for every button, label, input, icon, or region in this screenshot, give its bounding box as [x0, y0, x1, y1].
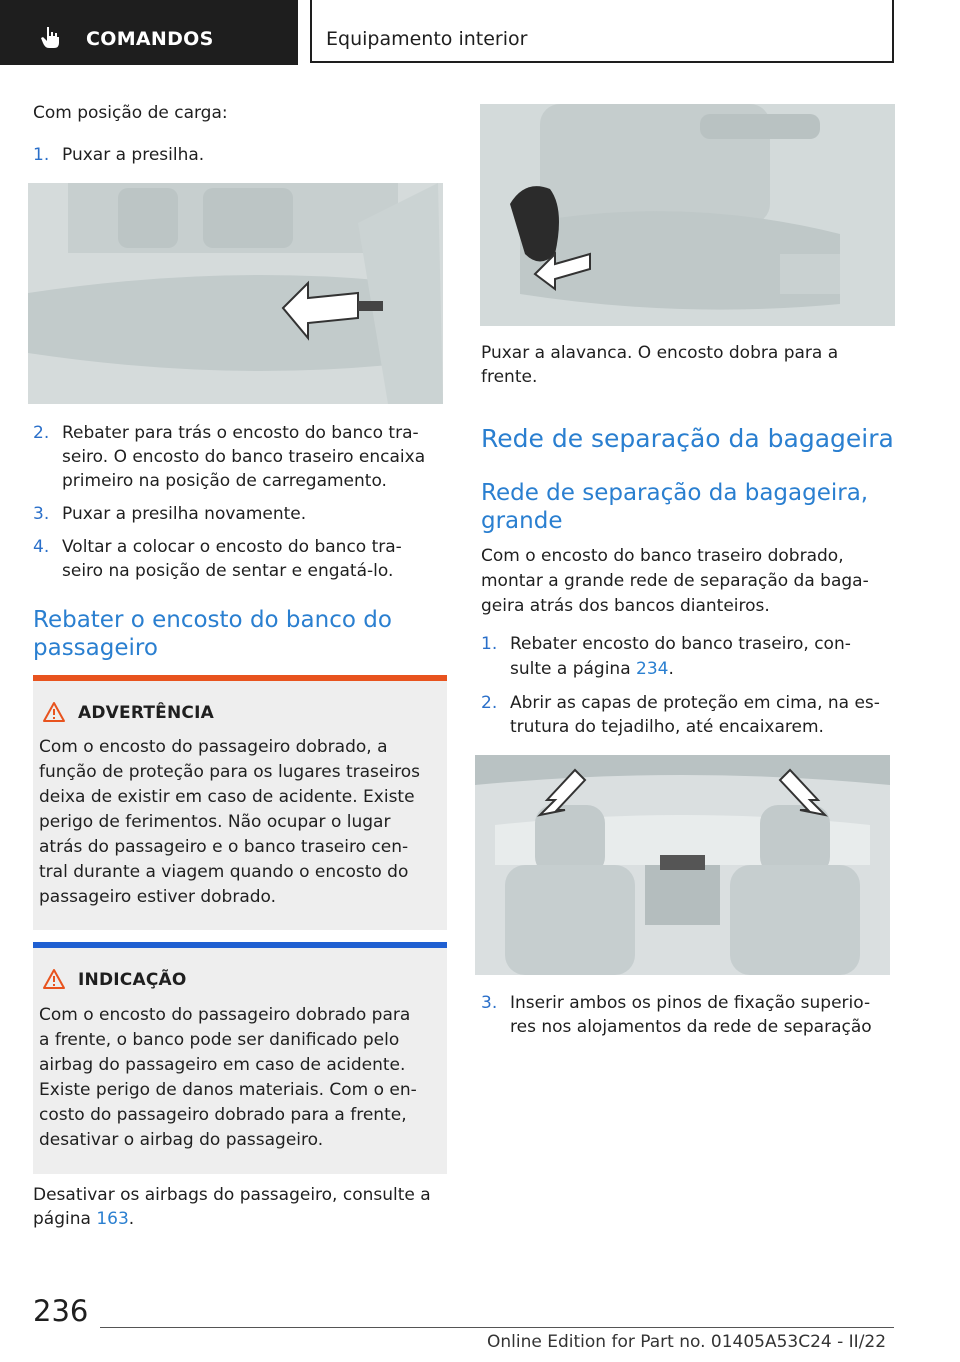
step-number: 2.: [33, 423, 50, 443]
sub-heading: grande: [481, 508, 563, 534]
sub-heading: Rede de separação da bagageira,: [481, 480, 869, 506]
step-number: 3.: [481, 993, 498, 1013]
warning-text: deixa de existir em caso de acidente. Existe: [39, 787, 415, 807]
main-heading: Rede de separação da bagageira: [481, 424, 894, 453]
step-text: Rebater para trás o encosto do banco tra-: [62, 423, 419, 443]
step-number: 1.: [481, 634, 498, 654]
page-link-234[interactable]: 234: [636, 659, 669, 679]
intro-text: Com posição de carga:: [33, 103, 228, 123]
note-text: desativar o airbag do passageiro.: [39, 1130, 324, 1150]
page-number: 236: [33, 1294, 89, 1328]
note-text: a frente, o banco pode ser danificado pelo: [39, 1030, 400, 1050]
warning-triangle-icon: [42, 701, 66, 723]
step-text: seiro na posição de sentar e engatá-lo.: [62, 561, 394, 581]
header-section-label: COMANDOS: [86, 28, 214, 50]
step-text: Inserir ambos os pinos de fixação superio-: [510, 993, 871, 1013]
note-text: costo do passageiro dobrado para a frente,: [39, 1105, 407, 1125]
step-text: trutura do tejadilho, até encaixarem.: [510, 717, 824, 737]
page-link-163[interactable]: 163: [96, 1209, 129, 1229]
outro-text: Desativar os airbags do passageiro, consulte a: [33, 1185, 431, 1205]
header-section-tab: [0, 0, 298, 65]
note-text: Com o encosto do passageiro dobrado para: [39, 1005, 411, 1025]
warning-text: perigo de ferimentos. Não ocupar o lugar: [39, 812, 391, 832]
warning-text: passageiro estiver dobrado.: [39, 887, 277, 907]
body-text: Com o encosto do banco traseiro dobrado,: [481, 546, 844, 566]
step-number: 4.: [33, 537, 50, 557]
footer-divider: [100, 1327, 894, 1328]
warning-text: tral durante a viagem quando o encosto do: [39, 862, 409, 882]
warning-text: atrás do passageiro e o banco traseiro cen-: [39, 837, 409, 857]
rear-seat-illustration: [28, 183, 443, 404]
step-number: 1.: [33, 145, 50, 165]
section-heading: Rebater o encosto do banco do: [33, 607, 392, 633]
body-text: montar a grande rede de separação da baga-: [481, 571, 869, 591]
note-text: Existe perigo de danos materiais. Com o en-: [39, 1080, 417, 1100]
caption-text: Puxar a alavanca. O encosto dobra para a: [481, 343, 839, 363]
caption-text: frente.: [481, 367, 538, 387]
note-text: airbag do passageiro em caso de acidente.: [39, 1055, 406, 1075]
step-number: 2.: [481, 693, 498, 713]
body-text: geira atrás dos bancos dianteiros.: [481, 596, 770, 616]
outro-text-line2: página 163.: [33, 1209, 135, 1229]
step-text: seiro. O encosto do banco traseiro encaixa: [62, 447, 426, 467]
warning-text: Com o encosto do passageiro dobrado, a: [39, 737, 388, 757]
section-heading: passageiro: [33, 635, 158, 661]
step-text: primeiro na posição de carregamento.: [62, 471, 387, 491]
hand-pointer-icon: [38, 24, 64, 50]
step-text: Voltar a colocar o encosto do banco tra-: [62, 537, 402, 557]
header-title: Equipamento interior: [326, 28, 528, 50]
step-text: res nos alojamentos da rede de separação: [510, 1017, 872, 1037]
warning-title: ADVERTÊNCIA: [78, 703, 214, 723]
step-text-line2: sulte a página 234.: [510, 659, 674, 679]
step-text: Abrir as capas de proteção em cima, na es-: [510, 693, 880, 713]
note-triangle-icon: [42, 968, 66, 990]
step-text: Rebater encosto do banco traseiro, con-: [510, 634, 851, 654]
warning-text: função de proteção para os lugares traseiros: [39, 762, 420, 782]
car-interior-illustration: [475, 755, 890, 975]
step-text: Puxar a presilha.: [62, 145, 205, 165]
step-text: Puxar a presilha novamente.: [62, 504, 307, 524]
footer-edition: Online Edition for Part no. 01405A53C24 - II/22: [487, 1332, 887, 1352]
note-title: INDICAÇÃO: [78, 970, 187, 990]
step-number: 3.: [33, 504, 50, 524]
front-seat-lever-illustration: [480, 104, 895, 326]
